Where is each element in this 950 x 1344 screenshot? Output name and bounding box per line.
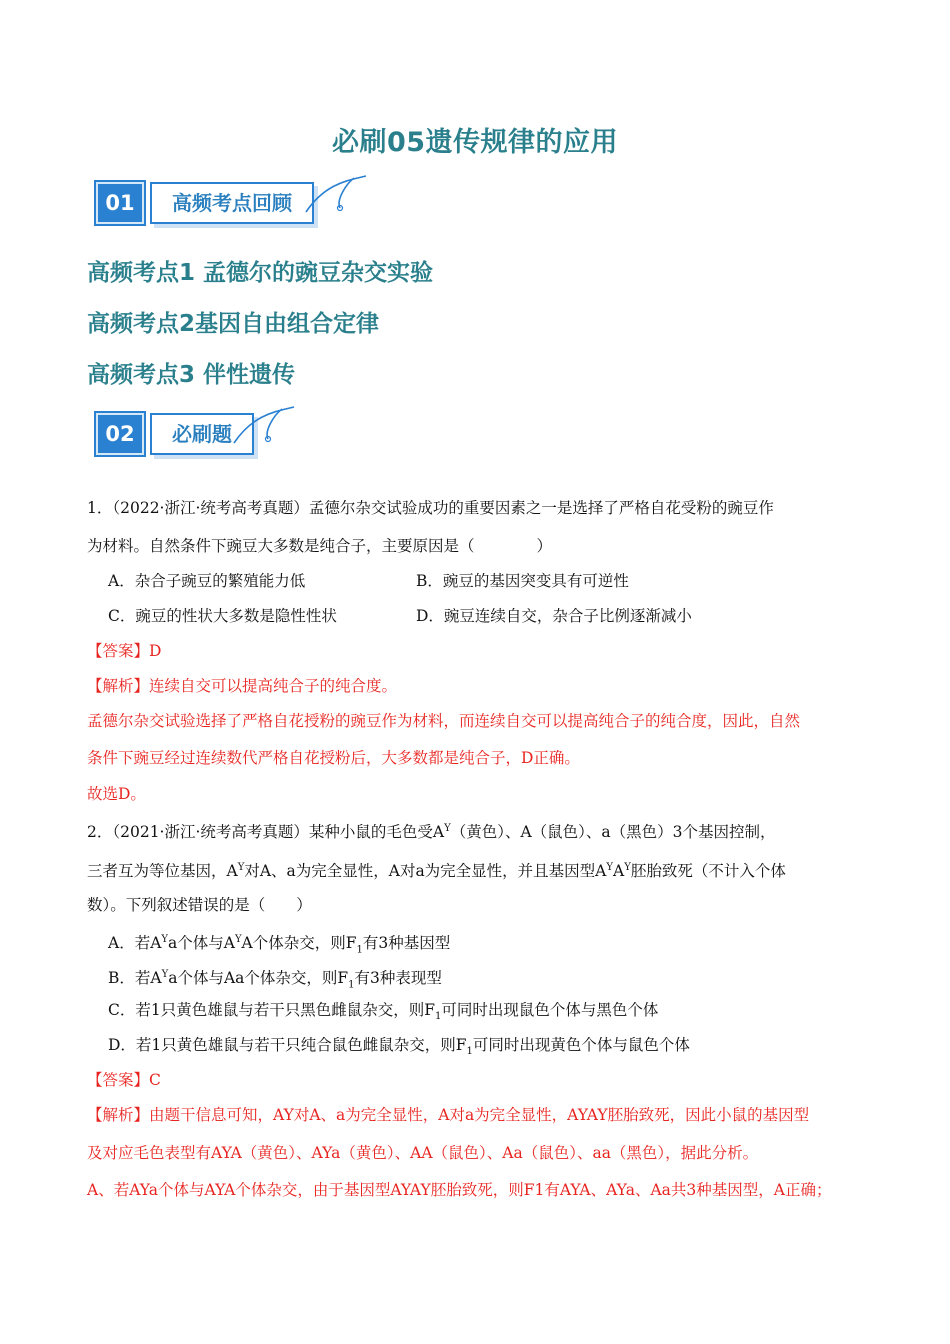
section-banner-review [96, 178, 366, 228]
q2-analysis-line-2: 及对应毛色表型有AYA（黄色）、AYa（黄色）、AA（鼠色）、Aa（鼠色）、aa（黑色），据此分析。 [87, 1144, 759, 1162]
text-part: a个体与Aa个体杂交，则F [168, 969, 349, 988]
q1-option-d: D．豌豆连续自交，杂合子比例逐渐减小 [416, 607, 692, 625]
superscript: Y [606, 862, 613, 873]
swirl-decoration-icon [224, 403, 304, 453]
superscript: Y [161, 969, 169, 980]
q1-answer [87, 641, 161, 661]
q1-analysis-line-1 [87, 676, 397, 696]
analysis-tag: 【解析】 [87, 1106, 150, 1124]
text-part: 有3种基因型 [362, 934, 451, 953]
q2-answer [87, 1070, 161, 1090]
swirl-decoration-icon [296, 172, 376, 222]
answer-tag: 【答案】 [87, 642, 150, 660]
text-part: A [613, 862, 625, 881]
text-part: A个体杂交，则F [241, 934, 357, 953]
text-part: （黄色）、A（鼠色）、a（黑色）3个基因控制， [450, 823, 776, 842]
superscript: Y [444, 823, 451, 834]
q2-option-a [108, 930, 450, 960]
banner-label: 必刷题 [150, 413, 254, 455]
q2-option-c [108, 1000, 658, 1027]
keypoint-1: 高频考点1 孟德尔的豌豆杂交实验 [87, 260, 434, 286]
banner-number: 01 [96, 182, 144, 224]
text-part: 可同时出现鼠色个体与黑色个体 [441, 1001, 659, 1019]
text-part: 对A、a为完全显性，A对a为完全显性，并且基因型A [244, 862, 607, 881]
keypoint-3: 高频考点3 伴性遗传 [87, 362, 296, 388]
q2-stem-line-2 [87, 858, 786, 881]
text-part: 三者互为等位基因，A [87, 862, 238, 881]
analysis-tag: 【解析】 [87, 677, 150, 695]
text-part: A．若A [108, 934, 162, 953]
answer-value: C [149, 1071, 161, 1089]
text-part: a个体与A [168, 934, 235, 953]
keypoint-2: 高频考点2基因自由组合定律 [87, 311, 380, 337]
q2-stem-line-3: 数）。下列叙述错误的是（ ） [87, 896, 312, 914]
superscript: Y [161, 934, 168, 945]
subscript: 1 [356, 944, 363, 956]
subscript: 1 [348, 979, 355, 991]
banner-number: 02 [96, 413, 144, 455]
subscript: 1 [434, 1011, 442, 1023]
text-part: C．若1只黄色雄鼠与若干只黑色雌鼠杂交，则F [108, 1001, 435, 1019]
superscript: Y [624, 862, 631, 873]
subscript: 1 [466, 1046, 473, 1058]
q1-stem-line-1: 1．（2022·浙江·统考高考真题）孟德尔杂交试验成功的重要因素之一是选择了严格自花受粉的豌豆作 [87, 499, 774, 517]
q1-option-c: C．豌豆的性状大多数是隐性性状 [108, 607, 337, 625]
q2-stem-line-1 [87, 819, 776, 842]
q1-stem-line-2: 为材料。自然条件下豌豆大多数是纯合子，主要原因是（ ） [87, 537, 553, 555]
banner-label: 高频考点回顾 [150, 182, 314, 224]
q1-analysis-line-4: 故选D。 [87, 785, 146, 803]
superscript: Y [234, 934, 242, 945]
section-banner-practice [96, 409, 296, 459]
text-part: 有3种表现型 [354, 969, 442, 988]
text-part: 可同时出现黄色个体与鼠色个体 [472, 1036, 690, 1054]
q2-option-b [108, 965, 442, 995]
text-part: 胚胎致死（不计入个体 [630, 862, 786, 881]
text-part: D．若1只黄色雄鼠与若干只纯合鼠色雌鼠杂交，则F [108, 1036, 467, 1054]
analysis-text: 由题干信息可知，AY对A、a为完全显性，A对a为完全显性，AYAY胚胎致死，因此小鼠的基因型 [149, 1106, 810, 1124]
analysis-text: 连续自交可以提高纯合子的纯合度。 [149, 677, 398, 695]
answer-value: D [149, 642, 162, 660]
superscript: Y [237, 862, 245, 873]
text-part: 2．（2021·浙江·统考高考真题）某种小鼠的毛色受A [87, 823, 445, 842]
q1-option-a: A．杂合子豌豆的繁殖能力低 [108, 572, 306, 590]
answer-tag: 【答案】 [87, 1071, 150, 1089]
q1-analysis-line-3: 条件下豌豆经过连续数代严格自花授粉后，大多数都是纯合子，D正确。 [87, 749, 580, 767]
q1-analysis-line-2: 孟德尔杂交试验选择了严格自花授粉的豌豆作为材料，而连续自交可以提高纯合子的纯合度，因此，自然 [87, 712, 801, 730]
q2-option-d [108, 1035, 690, 1062]
q1-option-b: B．豌豆的基因突变具有可逆性 [416, 572, 629, 590]
text-part: B．若A [108, 969, 162, 988]
q2-analysis-line-3: A、若AYa个体与AYA个体杂交，由于基因型AYAY胚胎致死，则F1有AYA、AYa、Aa共3种基因型，A正确； [87, 1181, 832, 1199]
q2-analysis-line-1 [87, 1105, 809, 1125]
page-title: 必刷05遗传规律的应用 [331, 127, 619, 158]
